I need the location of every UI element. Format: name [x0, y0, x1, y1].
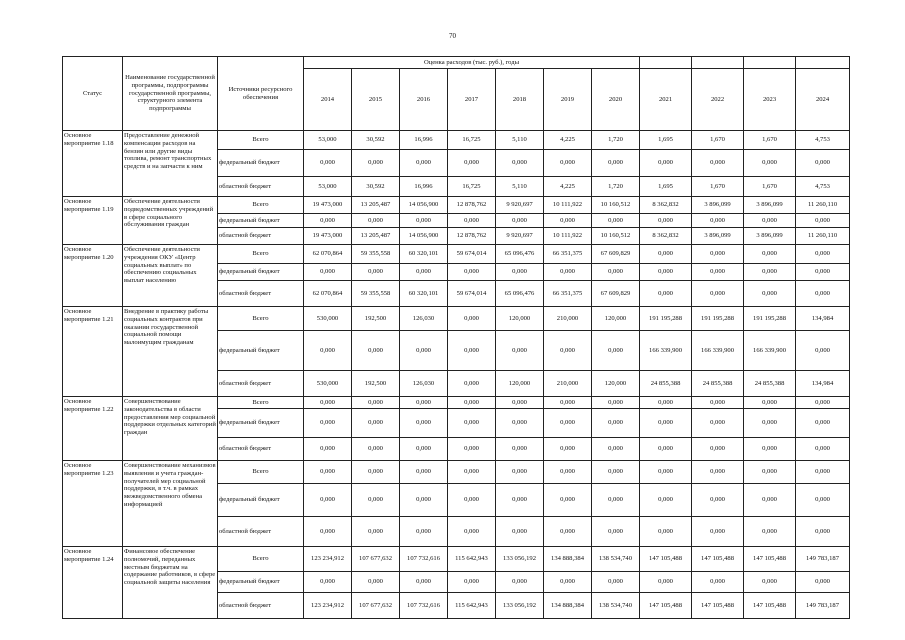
amount-cell: 0,000 — [640, 397, 692, 409]
measure-status: Основное мероприятие 1.24 — [63, 547, 123, 619]
amount-cell: 0,000 — [796, 397, 850, 409]
funding-source: Всего — [218, 397, 304, 409]
amount-cell: 120,000 — [592, 307, 640, 331]
measure-name: Обеспечение деятельности учреждения ОКУ «Центр социальных выплат» по обеспечению социальных выплат населению — [123, 245, 218, 307]
amount-cell: 0,000 — [796, 438, 850, 461]
amount-cell: 0,000 — [592, 438, 640, 461]
amount-cell: 0,000 — [448, 150, 496, 177]
amount-cell: 9 920,697 — [496, 228, 544, 245]
amount-cell: 115 642,943 — [448, 547, 496, 572]
amount-cell: 1,695 — [640, 177, 692, 197]
amount-cell: 67 609,829 — [592, 281, 640, 307]
header-blank — [796, 57, 850, 69]
amount-cell: 0,000 — [692, 245, 744, 264]
header-year: 2021 — [640, 69, 692, 131]
amount-cell: 0,000 — [744, 214, 796, 228]
amount-cell: 147 105,488 — [744, 593, 796, 619]
amount-cell: 0,000 — [640, 281, 692, 307]
measure-name: Обеспечение деятельности подведомственных учреждений в сфере социального обслуживания граждан — [123, 197, 218, 245]
amount-cell: 0,000 — [796, 409, 850, 438]
funding-source: областной бюджет — [218, 177, 304, 197]
amount-cell: 0,000 — [592, 409, 640, 438]
amount-cell: 0,000 — [400, 461, 448, 484]
amount-cell: 0,000 — [496, 331, 544, 371]
amount-cell: 107 732,616 — [400, 593, 448, 619]
amount-cell: 133 056,192 — [496, 593, 544, 619]
amount-cell: 67 609,829 — [592, 245, 640, 264]
amount-cell: 0,000 — [796, 572, 850, 593]
amount-cell: 0,000 — [400, 214, 448, 228]
amount-cell: 0,000 — [796, 281, 850, 307]
amount-cell: 53,000 — [304, 131, 352, 150]
amount-cell: 1,670 — [692, 177, 744, 197]
amount-cell: 0,000 — [640, 150, 692, 177]
amount-cell: 530,000 — [304, 371, 352, 397]
amount-cell: 0,000 — [400, 484, 448, 517]
amount-cell: 0,000 — [592, 214, 640, 228]
amount-cell: 0,000 — [352, 150, 400, 177]
amount-cell: 0,000 — [640, 264, 692, 281]
measure-name: Совершенствование механизмов выявления и учета граждан-получателей мер социальной поддержки, в т.ч. в рамках межведомственного обмена информацией — [123, 461, 218, 547]
amount-cell: 65 096,476 — [496, 245, 544, 264]
amount-cell: 0,000 — [400, 438, 448, 461]
amount-cell: 0,000 — [796, 245, 850, 264]
amount-cell: 0,000 — [544, 438, 592, 461]
amount-cell: 0,000 — [496, 438, 544, 461]
measure-status: Основное мероприятие 1.23 — [63, 461, 123, 547]
amount-cell: 0,000 — [448, 572, 496, 593]
amount-cell: 0,000 — [352, 409, 400, 438]
amount-cell: 59 674,014 — [448, 281, 496, 307]
amount-cell: 0,000 — [304, 264, 352, 281]
amount-cell: 134 888,384 — [544, 593, 592, 619]
amount-cell: 0,000 — [692, 409, 744, 438]
funding-source: федеральный бюджет — [218, 150, 304, 177]
amount-cell: 0,000 — [352, 484, 400, 517]
funding-source: областной бюджет — [218, 438, 304, 461]
amount-cell: 30,592 — [352, 131, 400, 150]
header-blank — [692, 57, 744, 69]
amount-cell: 0,000 — [496, 572, 544, 593]
amount-cell: 0,000 — [640, 572, 692, 593]
amount-cell: 59 355,558 — [352, 245, 400, 264]
amount-cell: 4,225 — [544, 177, 592, 197]
amount-cell: 0,000 — [692, 281, 744, 307]
amount-cell: 0,000 — [796, 331, 850, 371]
amount-cell: 0,000 — [544, 150, 592, 177]
funding-source: федеральный бюджет — [218, 264, 304, 281]
amount-cell: 16,725 — [448, 177, 496, 197]
header-year: 2023 — [744, 69, 796, 131]
funding-source: Всего — [218, 307, 304, 331]
amount-cell: 0,000 — [544, 409, 592, 438]
amount-cell: 59 355,558 — [352, 281, 400, 307]
amount-cell: 166 339,900 — [692, 331, 744, 371]
amount-cell: 13 205,487 — [352, 197, 400, 214]
amount-cell: 3 896,099 — [692, 228, 744, 245]
amount-cell: 0,000 — [448, 214, 496, 228]
amount-cell: 0,000 — [592, 517, 640, 547]
amount-cell: 149 783,187 — [796, 593, 850, 619]
amount-cell: 0,000 — [592, 264, 640, 281]
amount-cell: 0,000 — [448, 517, 496, 547]
amount-cell: 60 320,101 — [400, 281, 448, 307]
header-blank — [640, 57, 692, 69]
amount-cell: 192,500 — [352, 307, 400, 331]
amount-cell: 0,000 — [400, 331, 448, 371]
amount-cell: 530,000 — [304, 307, 352, 331]
amount-cell: 0,000 — [692, 461, 744, 484]
header-row-1 — [63, 57, 850, 69]
amount-cell: 0,000 — [692, 150, 744, 177]
funding-source: Всего — [218, 131, 304, 150]
amount-cell: 107 732,616 — [400, 547, 448, 572]
amount-cell: 5,110 — [496, 131, 544, 150]
amount-cell: 0,000 — [448, 409, 496, 438]
amount-cell: 30,592 — [352, 177, 400, 197]
expenditure-table — [62, 56, 850, 619]
measure-name: Совершенствование законодательства в области предоставления мер социальной поддержки отдельных категорий граждан — [123, 397, 218, 461]
amount-cell: 0,000 — [640, 438, 692, 461]
amount-cell: 0,000 — [796, 264, 850, 281]
amount-cell: 115 642,943 — [448, 593, 496, 619]
amount-cell: 53,000 — [304, 177, 352, 197]
amount-cell: 0,000 — [640, 461, 692, 484]
header-year: 2019 — [544, 69, 592, 131]
amount-cell: 10 160,512 — [592, 228, 640, 245]
header-name: Наименование государственной программы, подпрограммы государственной программы, структурного элемента подпрограммы — [123, 57, 218, 131]
amount-cell: 4,753 — [796, 177, 850, 197]
measure-status: Основное мероприятие 1.19 — [63, 197, 123, 245]
amount-cell: 0,000 — [744, 397, 796, 409]
amount-cell: 1,720 — [592, 177, 640, 197]
amount-cell: 126,030 — [400, 371, 448, 397]
funding-source: Всего — [218, 197, 304, 214]
amount-cell: 0,000 — [448, 307, 496, 331]
amount-cell: 0,000 — [796, 214, 850, 228]
amount-cell: 0,000 — [304, 461, 352, 484]
amount-cell: 65 096,476 — [496, 281, 544, 307]
table-row — [63, 245, 850, 264]
amount-cell: 123 234,912 — [304, 547, 352, 572]
amount-cell: 0,000 — [352, 264, 400, 281]
measure-status: Основное мероприятие 1.21 — [63, 307, 123, 397]
amount-cell: 66 351,375 — [544, 245, 592, 264]
amount-cell: 0,000 — [496, 484, 544, 517]
funding-source: Всего — [218, 547, 304, 572]
amount-cell: 3 896,099 — [692, 197, 744, 214]
amount-cell: 24 855,388 — [692, 371, 744, 397]
amount-cell: 3 896,099 — [744, 228, 796, 245]
amount-cell: 0,000 — [744, 438, 796, 461]
header-year: 2017 — [448, 69, 496, 131]
amount-cell: 66 351,375 — [544, 281, 592, 307]
amount-cell: 11 260,110 — [796, 228, 850, 245]
amount-cell: 0,000 — [592, 331, 640, 371]
header-estimate: Оценка расходов (тыс. руб.), годы — [304, 57, 640, 69]
amount-cell: 0,000 — [400, 264, 448, 281]
amount-cell: 0,000 — [400, 397, 448, 409]
amount-cell: 0,000 — [692, 214, 744, 228]
amount-cell: 0,000 — [692, 572, 744, 593]
table-row — [63, 397, 850, 409]
amount-cell: 0,000 — [304, 397, 352, 409]
funding-source: областной бюджет — [218, 371, 304, 397]
amount-cell: 10 111,922 — [544, 228, 592, 245]
amount-cell: 107 677,632 — [352, 593, 400, 619]
amount-cell: 19 473,000 — [304, 197, 352, 214]
amount-cell: 1,670 — [744, 131, 796, 150]
table-row — [63, 307, 850, 331]
amount-cell: 14 056,900 — [400, 228, 448, 245]
table-row — [63, 131, 850, 150]
amount-cell: 126,030 — [400, 307, 448, 331]
header-status: Статус — [63, 57, 123, 131]
amount-cell: 8 362,832 — [640, 197, 692, 214]
amount-cell: 16,725 — [448, 131, 496, 150]
amount-cell: 166 339,900 — [640, 331, 692, 371]
amount-cell: 0,000 — [352, 517, 400, 547]
funding-source: федеральный бюджет — [218, 409, 304, 438]
amount-cell: 0,000 — [304, 409, 352, 438]
amount-cell: 12 878,762 — [448, 197, 496, 214]
amount-cell: 4,753 — [796, 131, 850, 150]
amount-cell: 16,996 — [400, 177, 448, 197]
amount-cell: 0,000 — [592, 461, 640, 484]
amount-cell: 0,000 — [744, 409, 796, 438]
amount-cell: 134,984 — [796, 307, 850, 331]
header-year: 2014 — [304, 69, 352, 131]
table-row — [63, 461, 850, 484]
funding-source: федеральный бюджет — [218, 484, 304, 517]
amount-cell: 0,000 — [640, 517, 692, 547]
amount-cell: 0,000 — [692, 264, 744, 281]
amount-cell: 0,000 — [352, 438, 400, 461]
measure-name: Внедрение в практику работы социальных контрактов при оказании государственной социальной помощи малоимущим гражданам — [123, 307, 218, 397]
amount-cell: 59 674,014 — [448, 245, 496, 264]
amount-cell: 62 070,864 — [304, 281, 352, 307]
amount-cell: 1,720 — [592, 131, 640, 150]
amount-cell: 0,000 — [744, 572, 796, 593]
amount-cell: 0,000 — [448, 461, 496, 484]
amount-cell: 210,000 — [544, 307, 592, 331]
measure-status: Основное мероприятие 1.18 — [63, 131, 123, 197]
amount-cell: 0,000 — [496, 517, 544, 547]
amount-cell: 4,225 — [544, 131, 592, 150]
amount-cell: 0,000 — [352, 331, 400, 371]
amount-cell: 1,695 — [640, 131, 692, 150]
amount-cell: 24 855,388 — [744, 371, 796, 397]
amount-cell: 134,984 — [796, 371, 850, 397]
amount-cell: 192,500 — [352, 371, 400, 397]
amount-cell: 0,000 — [352, 461, 400, 484]
amount-cell: 0,000 — [400, 517, 448, 547]
amount-cell: 0,000 — [448, 438, 496, 461]
header-blank — [744, 57, 796, 69]
funding-source: областной бюджет — [218, 517, 304, 547]
amount-cell: 16,996 — [400, 131, 448, 150]
amount-cell: 0,000 — [692, 517, 744, 547]
amount-cell: 0,000 — [544, 264, 592, 281]
amount-cell: 0,000 — [304, 150, 352, 177]
amount-cell: 147 105,488 — [692, 547, 744, 572]
header-year: 2022 — [692, 69, 744, 131]
amount-cell: 0,000 — [744, 461, 796, 484]
amount-cell: 0,000 — [496, 397, 544, 409]
funding-source: областной бюджет — [218, 281, 304, 307]
amount-cell: 149 783,187 — [796, 547, 850, 572]
amount-cell: 0,000 — [304, 517, 352, 547]
amount-cell: 0,000 — [304, 438, 352, 461]
amount-cell: 24 855,388 — [640, 371, 692, 397]
amount-cell: 0,000 — [640, 214, 692, 228]
amount-cell: 0,000 — [352, 572, 400, 593]
amount-cell: 0,000 — [496, 409, 544, 438]
amount-cell: 147 105,488 — [640, 547, 692, 572]
amount-cell: 0,000 — [640, 409, 692, 438]
amount-cell: 191 195,288 — [692, 307, 744, 331]
amount-cell: 14 056,900 — [400, 197, 448, 214]
amount-cell: 1,670 — [692, 131, 744, 150]
amount-cell: 0,000 — [352, 214, 400, 228]
amount-cell: 0,000 — [692, 438, 744, 461]
amount-cell: 138 534,740 — [592, 547, 640, 572]
header-year: 2018 — [496, 69, 544, 131]
amount-cell: 138 534,740 — [592, 593, 640, 619]
amount-cell: 0,000 — [640, 484, 692, 517]
amount-cell: 11 260,110 — [796, 197, 850, 214]
amount-cell: 0,000 — [744, 150, 796, 177]
amount-cell: 0,000 — [744, 484, 796, 517]
amount-cell: 107 677,632 — [352, 547, 400, 572]
measure-status: Основное мероприятие 1.20 — [63, 245, 123, 307]
amount-cell: 147 105,488 — [640, 593, 692, 619]
amount-cell: 0,000 — [640, 245, 692, 264]
amount-cell: 120,000 — [592, 371, 640, 397]
amount-cell: 0,000 — [304, 572, 352, 593]
amount-cell: 0,000 — [592, 572, 640, 593]
amount-cell: 1,670 — [744, 177, 796, 197]
funding-source: федеральный бюджет — [218, 572, 304, 593]
amount-cell: 134 888,384 — [544, 547, 592, 572]
table-row — [63, 547, 850, 572]
funding-source: областной бюджет — [218, 228, 304, 245]
amount-cell: 0,000 — [544, 517, 592, 547]
amount-cell: 0,000 — [796, 517, 850, 547]
amount-cell: 147 105,488 — [692, 593, 744, 619]
amount-cell: 120,000 — [496, 307, 544, 331]
amount-cell: 0,000 — [304, 214, 352, 228]
funding-source: областной бюджет — [218, 593, 304, 619]
funding-source: федеральный бюджет — [218, 214, 304, 228]
amount-cell: 0,000 — [496, 461, 544, 484]
amount-cell: 0,000 — [304, 484, 352, 517]
amount-cell: 123 234,912 — [304, 593, 352, 619]
amount-cell: 13 205,487 — [352, 228, 400, 245]
amount-cell: 0,000 — [448, 371, 496, 397]
amount-cell: 0,000 — [592, 397, 640, 409]
header-year: 2015 — [352, 69, 400, 131]
amount-cell: 0,000 — [496, 264, 544, 281]
amount-cell: 0,000 — [448, 264, 496, 281]
header-sources: Источники ресурсного обеспечения — [218, 57, 304, 131]
amount-cell: 166 339,900 — [744, 331, 796, 371]
amount-cell: 0,000 — [544, 461, 592, 484]
header-year: 2024 — [796, 69, 850, 131]
amount-cell: 10 160,512 — [592, 197, 640, 214]
amount-cell: 0,000 — [352, 397, 400, 409]
amount-cell: 60 320,101 — [400, 245, 448, 264]
amount-cell: 12 878,762 — [448, 228, 496, 245]
amount-cell: 0,000 — [692, 397, 744, 409]
amount-cell: 0,000 — [592, 150, 640, 177]
funding-source: Всего — [218, 461, 304, 484]
amount-cell: 9 920,697 — [496, 197, 544, 214]
amount-cell: 8 362,832 — [640, 228, 692, 245]
amount-cell: 0,000 — [400, 150, 448, 177]
amount-cell: 10 111,922 — [544, 197, 592, 214]
amount-cell: 0,000 — [544, 397, 592, 409]
amount-cell: 0,000 — [448, 331, 496, 371]
amount-cell: 19 473,000 — [304, 228, 352, 245]
amount-cell: 0,000 — [544, 572, 592, 593]
header-year: 2016 — [400, 69, 448, 131]
amount-cell: 133 056,192 — [496, 547, 544, 572]
measure-status: Основное мероприятие 1.22 — [63, 397, 123, 461]
table-body — [63, 131, 850, 619]
amount-cell: 62 070,864 — [304, 245, 352, 264]
page-number: 70 — [449, 32, 456, 40]
amount-cell: 0,000 — [744, 264, 796, 281]
amount-cell: 0,000 — [400, 572, 448, 593]
amount-cell: 0,000 — [448, 484, 496, 517]
amount-cell: 191 195,288 — [744, 307, 796, 331]
amount-cell: 191 195,288 — [640, 307, 692, 331]
funding-source: федеральный бюджет — [218, 331, 304, 371]
amount-cell: 0,000 — [744, 281, 796, 307]
header-year: 2020 — [592, 69, 640, 131]
amount-cell: 0,000 — [796, 150, 850, 177]
amount-cell: 0,000 — [692, 484, 744, 517]
measure-name: Финансовое обеспечение полномочий, переданных местным бюджетам на содержание работников, в сфере социальной защиты населения — [123, 547, 218, 619]
amount-cell: 120,000 — [496, 371, 544, 397]
amount-cell: 0,000 — [544, 331, 592, 371]
amount-cell: 0,000 — [744, 517, 796, 547]
amount-cell: 0,000 — [448, 397, 496, 409]
amount-cell: 0,000 — [796, 484, 850, 517]
amount-cell: 0,000 — [304, 331, 352, 371]
amount-cell: 5,110 — [496, 177, 544, 197]
amount-cell: 0,000 — [592, 484, 640, 517]
amount-cell: 0,000 — [496, 150, 544, 177]
amount-cell: 0,000 — [796, 461, 850, 484]
amount-cell: 0,000 — [544, 214, 592, 228]
amount-cell: 147 105,488 — [744, 547, 796, 572]
measure-name: Предоставление денежной компенсации расходов на бензин или другие виды топлива, ремонт транспортных средств и на запчасти к ним — [123, 131, 218, 197]
amount-cell: 210,000 — [544, 371, 592, 397]
table-row — [63, 197, 850, 214]
amount-cell: 0,000 — [744, 245, 796, 264]
amount-cell: 0,000 — [496, 214, 544, 228]
amount-cell: 0,000 — [544, 484, 592, 517]
funding-source: Всего — [218, 245, 304, 264]
amount-cell: 0,000 — [400, 409, 448, 438]
amount-cell: 3 896,099 — [744, 197, 796, 214]
